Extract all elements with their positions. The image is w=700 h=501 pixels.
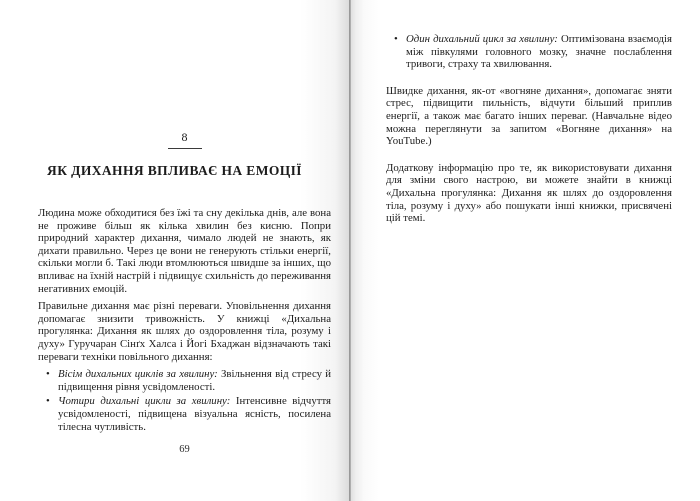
bullet-lead: Один дихальний цикл за хвилину: xyxy=(406,33,558,45)
paragraph: Швидке дихання, як-от «вогняне дихання», допомагає зняти стрес, підвищити пильність, відчути більший приплив енергії, а також має багато інших переваг. (Навчальне відео можна переглянути за запитом «Вогняне дихання» на YouTube.) xyxy=(386,84,672,148)
bullet-text: Інтенсивне відчуття усвідомленості, підвищена візуальна ясність, посилена тілесна чутливість. xyxy=(58,395,331,433)
bullet-dot: • xyxy=(46,367,50,380)
bullet-list xyxy=(386,33,672,71)
bullet-dot: • xyxy=(394,32,398,45)
chapter-number-row xyxy=(38,130,331,149)
chapter-title: ЯК ДИХАННЯ ВПЛИВАЄ НА ЕМОЦІЇ xyxy=(47,163,302,178)
bullet-dot: • xyxy=(46,394,50,407)
list-item xyxy=(386,33,672,71)
list-item xyxy=(38,368,331,393)
left-page[interactable] xyxy=(0,0,349,501)
right-page-body xyxy=(386,33,672,225)
bullet-lead: Чотири дихальні цикли за хвилину: xyxy=(58,395,231,408)
paragraph: Додаткову інформацію про те, як використовувати дихання для зміни свого настрою, ви можете знайти в книжці «Дихальна прогулянка: Дихання як шлях до оздоровлення тіла, розуму і духу» або пошукати інші книжки, присвячені цій темі. xyxy=(386,161,672,225)
bullet-text: Звільнення від стресу й підвищення рівня усвідомленості. xyxy=(58,368,331,393)
list-item xyxy=(38,395,331,433)
chapter-number: 8 xyxy=(168,130,202,149)
page-number: 69 xyxy=(179,444,190,455)
bullet-list xyxy=(38,368,331,433)
paragraph: Людина може обходитися без їжі та сну декілька днів, але вона не проживе більш як кілька хвилин без кисню. Попри природний характер дихання, чимало людей не знають, як дихати правильно. Через це вони не генерують стільки енергії, скільки могли б. Такі люди втомлюються швидше за інших, що впливає на їхній настрій і підвищує схильність до переживання негативних емоцій. xyxy=(38,207,331,295)
right-page[interactable] xyxy=(351,0,700,501)
paragraph: Правильне дихання має різні переваги. Уповільнення дихання допомагає знизити тривожність. У книжці «Дихальна прогулянка: Дихання як шлях до оздоровлення тіла, розуму і духу» Гуручаран Сінґх Халса і Йогі Бхаджан відзначають такі переваги техніки повільного дихання: xyxy=(38,300,331,363)
bullet-text: Оптимізована взаємодія між півкулями головного мозку, значне послаблення тривоги, страху та хвилювання. xyxy=(406,33,672,71)
bullet-lead: Вісім дихальних циклів за хвилину: xyxy=(58,368,218,381)
left-page-body xyxy=(38,207,331,433)
